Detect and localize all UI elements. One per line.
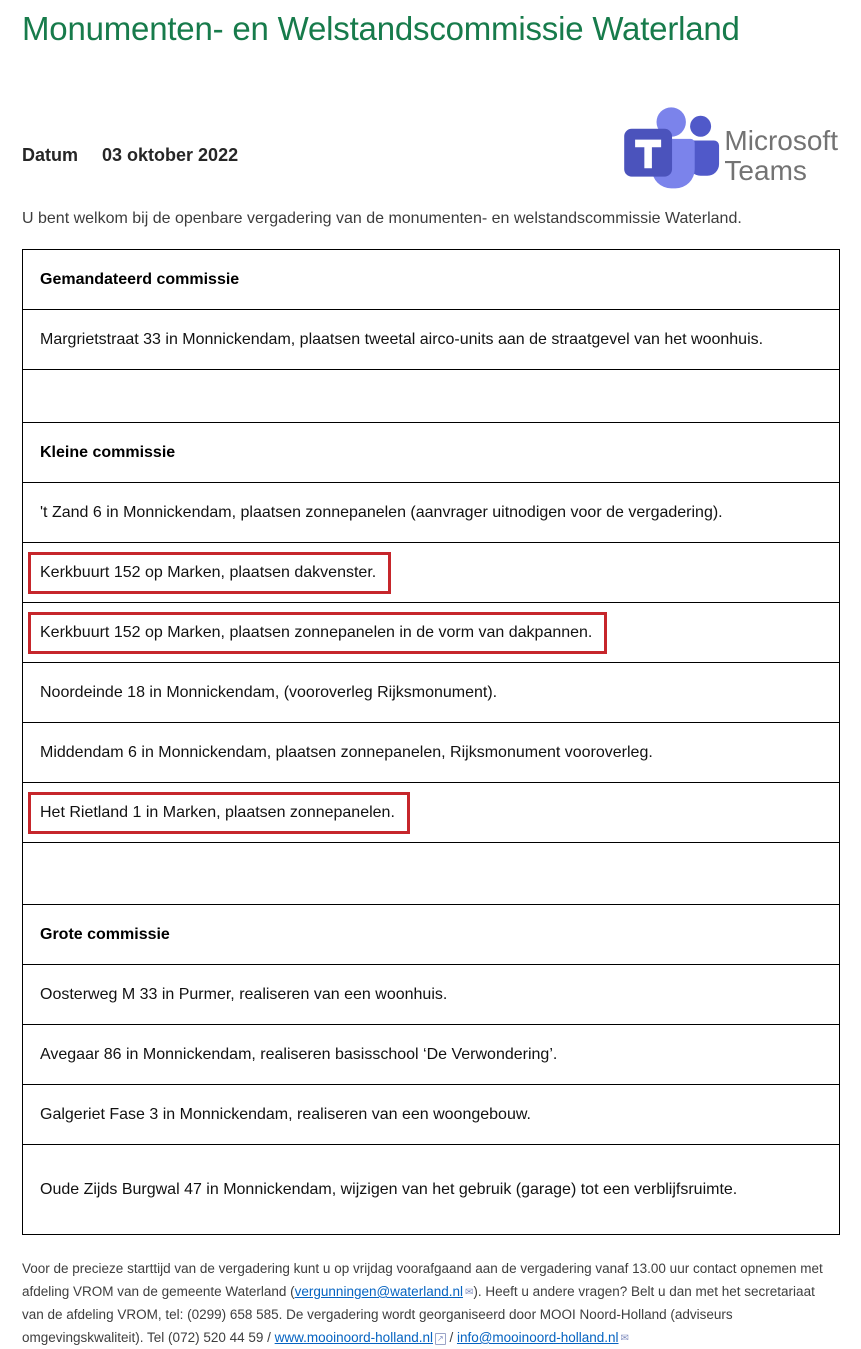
agenda-item-row (23, 663, 840, 723)
agenda-section-header-row (23, 423, 840, 483)
agenda-empty-row (23, 843, 840, 905)
agenda-item-cell: Oosterweg M 33 in Purmer, realiseren van een woonhuis. (23, 965, 840, 1025)
agenda-item-cell (23, 783, 840, 843)
date-row (22, 145, 238, 166)
agenda-item-cell: Galgeriet Fase 3 in Monnickendam, realiseren van een woongebouw. (23, 1085, 840, 1145)
footer-text: Voor de precieze starttijd van de vergadering kunt u op vrijdag voorafgaand aan de vergadering vanaf 13.00 uur contact opnemen met afdeling VROM van de gemeente Waterland (vergunningen@waterland.nl ✉). Heeft u andere vragen? Belt u dan met het secretariaat van de afdeling VROM, tel: (0299) 658 585. De vergadering wordt georganiseerd door MOOI Noord-Holland (adviseurs omgevingskwaliteit). Tel (072) 520 44 59 / www.mooinoord-holland.nl ↗ / info@mooinoord-holland.nl ✉ (22, 1261, 823, 1345)
agenda-item-cell: Margrietstraat 33 in Monnickendam, plaatsen tweetal airco-units aan de straatgevel van het woonhuis. (23, 310, 840, 370)
mail-icon: ✉ (620, 1333, 629, 1344)
agenda-table (22, 249, 840, 1235)
external-link-icon: ↗ (436, 1334, 444, 1343)
highlight-red-box: Het Rietland 1 in Marken, plaatsen zonnepanelen. (28, 792, 410, 834)
date-value: 03 oktober 2022 (102, 145, 239, 165)
wordmark-line-microsoft: Microsoft (724, 125, 838, 156)
agenda-item-cell: Noordeinde 18 in Monnickendam, (vooroverleg Rijksmonument). (23, 663, 840, 723)
section-header-cell: Gemandateerd commissie (23, 250, 840, 310)
agenda-item-row (23, 483, 840, 543)
agenda-item-row (23, 603, 840, 663)
agenda-item-row (23, 543, 840, 603)
agenda-section-header-row (23, 250, 840, 310)
page-title: Monumenten- en Welstandscommissie Waterland (22, 10, 740, 47)
agenda-item-cell: Oude Zijds Burgwal 47 in Monnickendam, wijzigen van het gebruik (garage) tot een verblijfsruimte. (23, 1145, 840, 1235)
microsoft-teams-logo (620, 96, 838, 201)
microsoft-teams-icon (620, 96, 722, 201)
highlight-red-box: Kerkbuurt 152 op Marken, plaatsen zonnepanelen in de vorm van dakpannen. (28, 612, 607, 654)
highlight-red-box: Kerkbuurt 152 op Marken, plaatsen dakvenster. (28, 552, 391, 594)
agenda-item-row (23, 723, 840, 783)
agenda-item-row (23, 783, 840, 843)
header-band (22, 48, 840, 203)
document-page (0, 10, 861, 1349)
agenda-section-header-row (23, 905, 840, 965)
agenda-item-cell (23, 603, 840, 663)
agenda-item-row (23, 1025, 840, 1085)
mail-icon: ✉ (464, 1287, 474, 1298)
microsoft-teams-wordmark (724, 126, 838, 186)
date-label: Datum (22, 145, 79, 165)
agenda-item-row (23, 1145, 840, 1235)
agenda-item-cell (23, 543, 840, 603)
section-header-cell: Grote commissie (23, 905, 840, 965)
wordmark-line-teams: Teams (724, 155, 807, 186)
intro-text: U bent welkom bij de openbare vergadering van de monumenten- en welstandscommissie Waterland. (22, 210, 742, 227)
agenda-empty-row (23, 370, 840, 423)
link-mooinoord-email[interactable]: info@mooinoord-holland.nl (456, 1330, 619, 1345)
agenda-item-row (23, 310, 840, 370)
link-mooinoord-website[interactable]: www.mooinoord-holland.nl (274, 1330, 433, 1345)
agenda-item-cell: Avegaar 86 in Monnickendam, realiseren basisschool ‘De Verwondering’. (23, 1025, 840, 1085)
empty-cell (23, 843, 840, 905)
agenda-item-row (23, 1085, 840, 1145)
section-header-cell: Kleine commissie (23, 423, 840, 483)
agenda-item-cell: 't Zand 6 in Monnickendam, plaatsen zonnepanelen (aanvrager uitnodigen voor de vergadering). (23, 483, 840, 543)
agenda-item-cell: Middendam 6 in Monnickendam, plaatsen zonnepanelen, Rijksmonument vooroverleg. (23, 723, 840, 783)
empty-cell (23, 370, 840, 423)
link-vergunningen-email[interactable]: vergunningen@waterland.nl (294, 1284, 463, 1299)
agenda-table-body (23, 250, 840, 1235)
agenda-item-row (23, 965, 840, 1025)
